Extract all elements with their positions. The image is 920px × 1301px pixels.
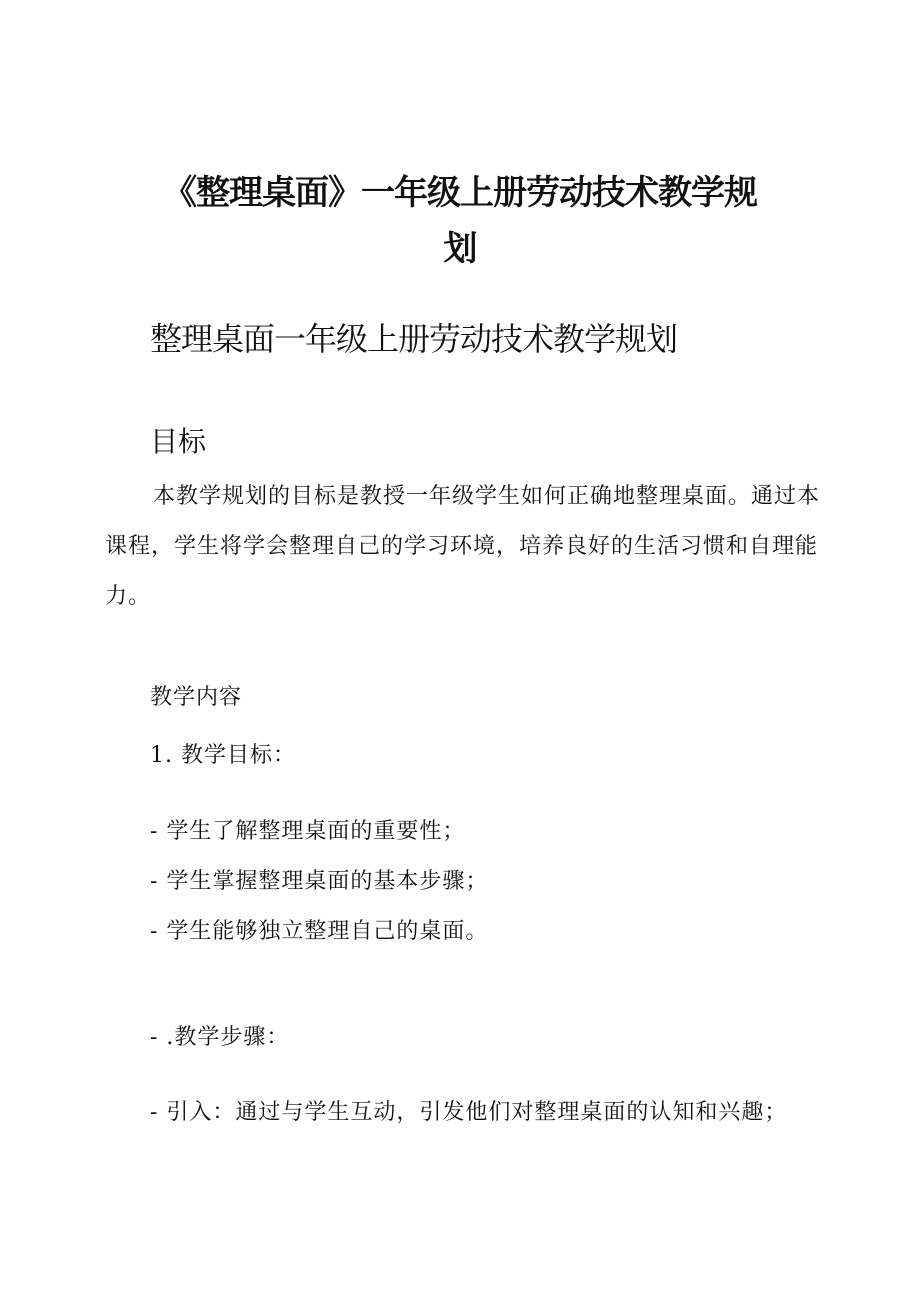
content-heading: 教学内容	[150, 685, 243, 710]
title-line-2: 划	[443, 229, 477, 269]
document-title	[0, 165, 920, 277]
title-line-1: 《整理桌面》一年级上册劳动技术教学规	[163, 173, 757, 213]
goal-list-item: - 学生掌握整理桌面的基本步骤；	[150, 869, 489, 894]
step-list-item: - 引入：通过与学生互动，引发他们对整理桌面的认知和兴趣；	[150, 1100, 788, 1125]
goal-list-item: - 学生能够独立整理自己的桌面。	[150, 919, 489, 944]
document-subtitle: 整理桌面一年级上册劳动技术教学规划	[150, 320, 678, 358]
goal-heading: 目标	[150, 425, 207, 458]
goal-paragraph: 本教学规划的目标是教授一年级学生如何正确地整理桌面。通过本课程，学生将学会整理自己的学习环境，培养良好的生活习惯和自理能力。	[105, 484, 821, 609]
goals-label: 1. 教学目标：	[150, 743, 296, 768]
goal-list-item: - 学生了解整理桌面的重要性；	[150, 819, 466, 844]
steps-label: - .教学步骤：	[150, 1025, 290, 1050]
